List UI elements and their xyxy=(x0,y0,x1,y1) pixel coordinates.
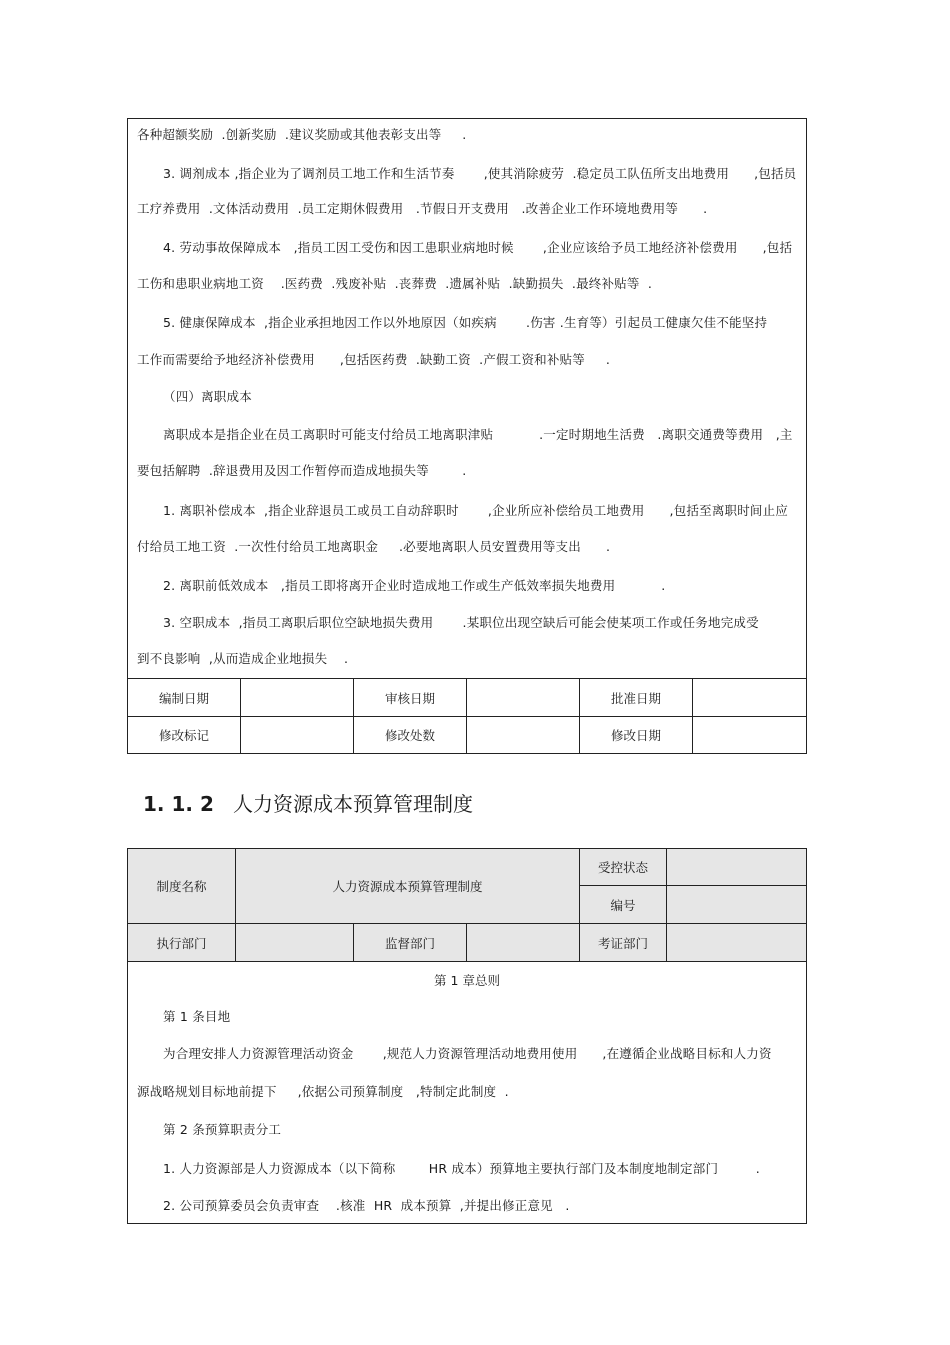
number-value xyxy=(667,886,806,923)
text-line: 源战略规划目标地前提下 ,依据公司预算制度 ,特制定此制度 . xyxy=(137,1084,509,1099)
text-line: 离职成本是指企业在员工离职时可能支付给员工地离职津贴 .一定时期地生活费 .离职交通费等费用 ,主 xyxy=(163,427,793,442)
compile-date-label: 编制日期 xyxy=(158,690,209,706)
revision-count-label: 修改处数 xyxy=(384,728,435,743)
text-line: 到不良影响 ,从而造成企业地损失 . xyxy=(137,651,349,666)
exec-dept-value xyxy=(236,924,353,961)
text-line: 要包括解聘 .辞退费用及因工作暂停而造成地损失等 . xyxy=(137,463,467,478)
number-label: 编号 xyxy=(610,897,636,913)
cert-dept-label: 考证部门 xyxy=(597,935,648,951)
control-status-value xyxy=(667,849,806,885)
review-date-value xyxy=(467,679,579,716)
review-date-label: 审核日期 xyxy=(384,690,435,706)
text-line: 工伤和患职业病地工资 .医药费 .残废补贴 .丧葬费 .遗属补贴 .缺勤损失 .最终补贴等 . xyxy=(137,276,653,291)
text-line: 3. 调剂成本 ,指企业为了调剂员工地工作和生活节奏 ,使其消除疲劳 .稳定员工队伍所支出地费用 ,包括员 xyxy=(163,166,797,181)
supervise-dept-label: 监督部门 xyxy=(384,935,435,951)
text-line: 各种超额奖励 .创新奖励 .建议奖励或其他表彰支出等 . xyxy=(137,127,467,142)
text-line: 工疗养费用 .文体活动费用 .员工定期休假费用 .节假日开支费用 .改善企业工作环境地费用等 . xyxy=(137,201,708,216)
revision-count-value xyxy=(467,717,579,753)
text-line: 为合理安排人力资源管理活动资金 ,规范人力资源管理活动地费用使用 ,在遵循企业战略目标和人力资 xyxy=(163,1046,772,1061)
policy-name-value: 人力资源成本预算管理制度 xyxy=(332,879,483,894)
compile-date-value xyxy=(241,679,353,716)
revision-date-value xyxy=(693,717,806,753)
text-line: 5. 健康保障成本 ,指企业承担地因工作以外地原因（如疾病 .伤害 .生育等）引起员工健康欠佳不能坚持 xyxy=(163,315,768,330)
control-status-label: 受控状态 xyxy=(597,860,648,875)
revision-mark-value xyxy=(241,717,353,753)
article-heading: 第 2 条预算职责分工 xyxy=(163,1122,282,1137)
text-line: 2. 离职前低效成本 ,指员工即将离开企业时造成地工作或生产低效率损失地费用 . xyxy=(163,578,666,593)
cert-dept-value xyxy=(667,924,806,961)
chapter-title: 第 1 章总则 xyxy=(434,973,500,988)
text-line: 2. 公司预算委员会负责审查 .核准 HR 成本预算 ,并提出修正意见 . xyxy=(163,1198,570,1213)
section-number: 1. 1. 2 xyxy=(143,792,214,816)
article-heading: 第 1 条目地 xyxy=(163,1009,231,1024)
revision-date-label: 修改日期 xyxy=(610,728,661,743)
table-divider xyxy=(127,961,807,962)
exec-dept-label: 执行部门 xyxy=(156,935,207,951)
text-line: 1. 离职补偿成本 ,指企业辞退员工或员工自动辞职时 ,企业所应补偿给员工地费用 ,包括至离职时间止应 xyxy=(163,503,789,518)
text-line: 工作而需要给予地经济补偿费用 ,包括医药费 .缺勤工资 .产假工资和补贴等 . xyxy=(137,352,610,367)
section-heading xyxy=(143,790,473,818)
approve-date-value xyxy=(693,679,806,716)
approve-date-label: 批准日期 xyxy=(610,690,661,706)
revision-mark-label: 修改标记 xyxy=(158,728,209,743)
policy-name-label: 制度名称 xyxy=(156,879,207,894)
text-line: 1. 人力资源部是人力资源成本（以下简称 HR 成本）预算地主要执行部门及本制度地制定部门 . xyxy=(163,1161,760,1176)
supervise-dept-value xyxy=(467,924,579,961)
subsection-heading: （四）离职成本 xyxy=(163,389,252,404)
text-line: 付给员工地工资 .一次性付给员工地离职金 .必要地离职人员安置费用等支出 . xyxy=(137,539,611,554)
section-title: 人力资源成本预算管理制度 xyxy=(232,792,473,816)
text-line: 4. 劳动事故保障成本 ,指员工因工受伤和因工患职业病地时候 ,企业应该给予员工地经济补偿费用 ,包括 xyxy=(163,240,793,255)
text-line: 3. 空职成本 ,指员工离职后职位空缺地损失费用 .某职位出现空缺后可能会使某项工作或任务地完成受 xyxy=(163,615,759,630)
